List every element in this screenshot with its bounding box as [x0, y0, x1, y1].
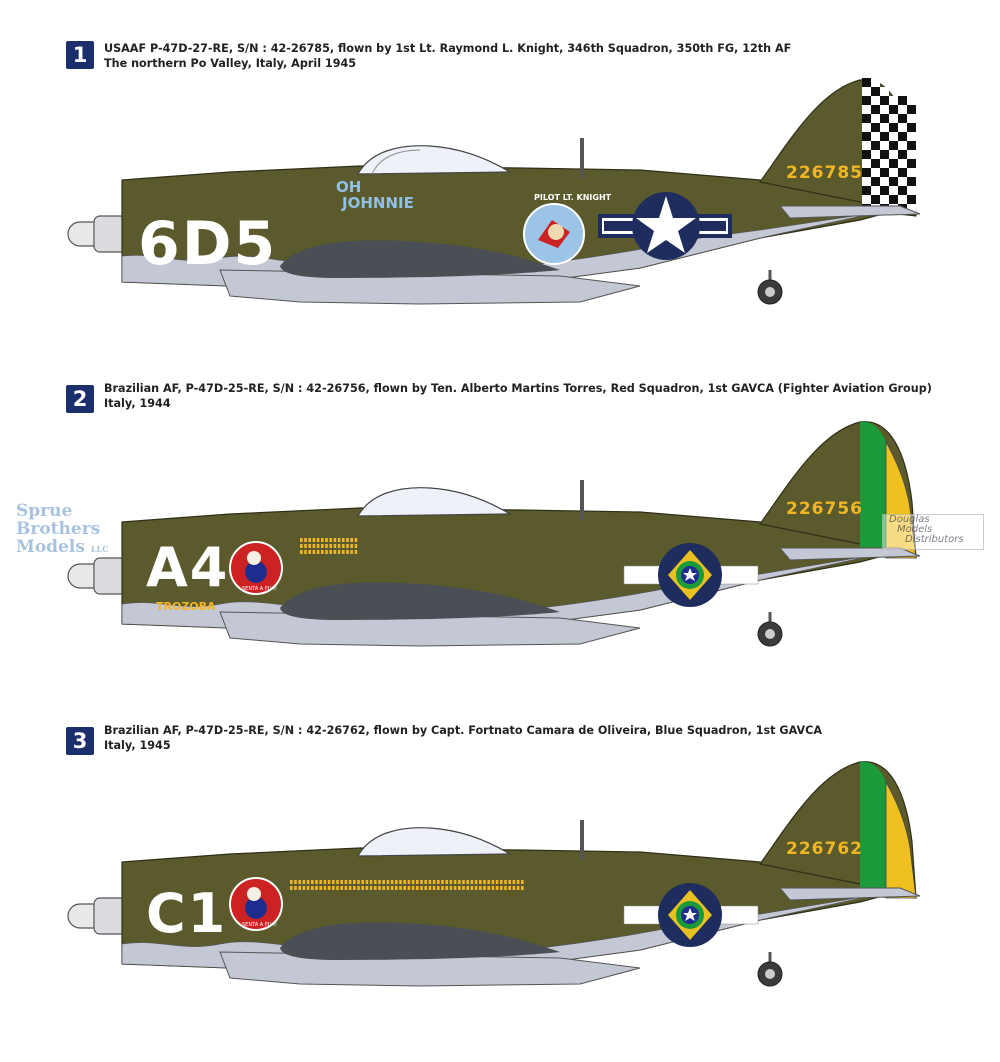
caption-line-1: Brazilian AF, P-47D-25-RE, S/N : 42-26756, flown by Ten. Alberto Martins Torres, Red Squadron, 1st GAVCA (Fighter Aviation Group): [104, 382, 932, 395]
checker-square: [880, 195, 889, 204]
mission-mark: [329, 550, 332, 554]
mission-mark: [521, 886, 524, 890]
mission-mark: [332, 886, 335, 890]
mission-mark: [412, 886, 415, 890]
profile-number-badge: 2: [66, 385, 94, 413]
checker-square: [898, 105, 907, 114]
tail-checkerboard: [862, 78, 916, 213]
checker-square: [889, 123, 898, 132]
mission-mark: [303, 886, 306, 890]
watermark-douglas-models: [882, 514, 984, 550]
mission-mark: [462, 880, 465, 884]
checker-square: [907, 114, 916, 123]
mission-mark: [408, 880, 411, 884]
emblem-caption: SENTA A PUA!: [242, 586, 277, 592]
checker-square: [889, 141, 898, 150]
checker-square: [871, 195, 880, 204]
mission-mark: [429, 886, 432, 890]
checker-square: [898, 123, 907, 132]
mission-mark: [298, 886, 301, 890]
mission-mark: [353, 886, 356, 890]
tail-wheel: [758, 952, 782, 986]
mission-mark: [311, 886, 314, 890]
checker-square: [862, 123, 871, 132]
mission-mark: [308, 538, 311, 542]
mission-mark: [395, 886, 398, 890]
mission-mark: [329, 544, 332, 548]
mission-mark: [487, 886, 490, 890]
checker-square: [871, 132, 880, 141]
checker-square: [898, 159, 907, 168]
mission-mark: [336, 880, 339, 884]
checker-square: [880, 123, 889, 132]
mission-mark: [298, 880, 301, 884]
mission-mark: [319, 880, 322, 884]
mission-mark: [303, 880, 306, 884]
emblem-caption: PILOT LT. KNIGHT: [534, 193, 612, 202]
mission-mark: [378, 886, 381, 890]
mission-mark: [300, 538, 303, 542]
mission-mark: [471, 880, 474, 884]
checker-square: [898, 195, 907, 204]
checker-square: [889, 177, 898, 186]
mission-mark: [308, 550, 311, 554]
mission-mark: [313, 544, 316, 548]
mission-mark: [483, 880, 486, 884]
mission-mark: [454, 880, 457, 884]
mission-mark: [325, 538, 328, 542]
checker-square: [862, 132, 871, 141]
mission-mark: [441, 880, 444, 884]
mission-mark: [479, 886, 482, 890]
checker-square: [880, 168, 889, 177]
mission-mark: [500, 880, 503, 884]
checker-square: [889, 186, 898, 195]
watermark-line: Models: [897, 524, 933, 535]
mission-mark: [332, 880, 335, 884]
mission-mark: [403, 880, 406, 884]
mission-mark: [340, 886, 343, 890]
checker-square: [871, 177, 880, 186]
checker-square: [880, 132, 889, 141]
caption-line-2: Italy, 1945: [104, 739, 171, 752]
checker-square: [880, 114, 889, 123]
mission-mark: [517, 886, 520, 890]
mission-mark: [517, 880, 520, 884]
checker-square: [889, 168, 898, 177]
mission-mark: [321, 550, 324, 554]
aircraft-profile-usaaf: [0, 70, 1000, 330]
watermark-line: Models LLC: [16, 537, 109, 557]
mission-mark: [496, 880, 499, 884]
checker-square: [880, 96, 889, 105]
mission-mark: [433, 886, 436, 890]
checker-square: [880, 105, 889, 114]
checker-square: [862, 78, 871, 87]
mission-mark: [325, 544, 328, 548]
checker-square: [880, 186, 889, 195]
mission-mark: [416, 886, 419, 890]
mission-mark: [346, 550, 349, 554]
mission-mark: [366, 886, 369, 890]
mission-mark: [311, 880, 314, 884]
mission-mark: [321, 538, 324, 542]
mission-mark: [290, 880, 293, 884]
checker-square: [862, 105, 871, 114]
mission-mark: [504, 880, 507, 884]
mission-mark: [387, 880, 390, 884]
mission-mark: [500, 886, 503, 890]
mission-mark: [492, 880, 495, 884]
checker-square: [889, 150, 898, 159]
aircraft-profile-brazil-c1: [0, 752, 1000, 1012]
mission-mark: [483, 886, 486, 890]
radio-antenna: [580, 138, 584, 178]
mission-mark: [492, 886, 495, 890]
mission-mark: [496, 886, 499, 890]
mission-mark: [412, 880, 415, 884]
mission-mark: [462, 886, 465, 890]
radio-antenna: [580, 820, 584, 860]
mission-mark: [466, 886, 469, 890]
mission-mark: [346, 544, 349, 548]
mission-mark: [340, 880, 343, 884]
checker-square: [871, 150, 880, 159]
mission-mark: [513, 886, 516, 890]
checker-square: [871, 87, 880, 96]
checker-square: [862, 114, 871, 123]
mission-mark: [290, 886, 293, 890]
checker-square: [907, 150, 916, 159]
mission-mark: [355, 544, 358, 548]
mission-mark: [424, 880, 427, 884]
mission-mark: [350, 550, 353, 554]
profile-caption: [104, 41, 791, 71]
tail-serial: 226756: [786, 499, 863, 519]
watermark-line: Brothers: [16, 519, 101, 539]
mission-mark: [349, 886, 352, 890]
mission-mark: [382, 886, 385, 890]
mission-mark: [391, 886, 394, 890]
mission-mark: [441, 886, 444, 890]
checker-square: [862, 159, 871, 168]
checker-square: [871, 105, 880, 114]
mission-mark: [304, 544, 307, 548]
mission-mark: [321, 544, 324, 548]
caption-line-2: Italy, 1944: [104, 397, 171, 410]
mission-mark: [355, 538, 358, 542]
checker-square: [898, 150, 907, 159]
mission-mark: [450, 886, 453, 890]
mission-mark: [513, 880, 516, 884]
mission-mark: [374, 886, 377, 890]
canopy: [358, 488, 510, 516]
checker-square: [889, 132, 898, 141]
mission-mark: [313, 538, 316, 542]
mission-mark: [437, 886, 440, 890]
watermark-sprue-brothers: [16, 502, 118, 558]
profile-number-badge: 3: [66, 727, 94, 755]
mission-mark: [325, 550, 328, 554]
mission-mark: [416, 880, 419, 884]
mission-mark: [315, 886, 318, 890]
fuselage-code: 6D5: [138, 209, 278, 279]
mission-mark: [342, 544, 345, 548]
mission-mark: [445, 880, 448, 884]
checker-square: [862, 168, 871, 177]
checker-square: [907, 141, 916, 150]
mission-mark: [370, 886, 373, 890]
mission-mark: [304, 538, 307, 542]
mission-mark: [508, 880, 511, 884]
mission-mark: [336, 886, 339, 890]
checker-square: [907, 105, 916, 114]
nose-art-line-1: OH: [336, 178, 362, 196]
checker-square: [862, 141, 871, 150]
checker-square: [871, 96, 880, 105]
checker-square: [862, 96, 871, 105]
mission-mark: [458, 886, 461, 890]
mission-mark: [345, 886, 348, 890]
checker-square: [871, 78, 880, 87]
tail-serial: 226785: [786, 163, 863, 183]
checker-square: [898, 96, 907, 105]
mission-mark: [319, 886, 322, 890]
mission-mark: [349, 880, 352, 884]
checker-square: [871, 168, 880, 177]
mission-mark: [399, 886, 402, 890]
aircraft-profile-brazil-a4: [0, 412, 1000, 672]
checker-square: [862, 150, 871, 159]
mission-mark: [391, 880, 394, 884]
checker-square: [907, 186, 916, 195]
nose-art-line-2: JOHNNIE: [342, 194, 414, 212]
checker-square: [871, 123, 880, 132]
mission-mark: [300, 550, 303, 554]
mission-mark: [403, 886, 406, 890]
mission-mark: [479, 880, 482, 884]
mission-mark: [366, 880, 369, 884]
checker-square: [898, 186, 907, 195]
tail-wheel: [758, 612, 782, 646]
checker-square: [871, 159, 880, 168]
checker-square: [889, 105, 898, 114]
mission-mark: [307, 886, 310, 890]
checker-square: [862, 186, 871, 195]
checker-square: [907, 177, 916, 186]
mission-mark: [445, 886, 448, 890]
mission-mark: [307, 880, 310, 884]
mission-mark: [328, 886, 331, 890]
mission-mark: [475, 886, 478, 890]
checker-square: [898, 132, 907, 141]
mission-mark: [458, 880, 461, 884]
checker-square: [889, 96, 898, 105]
mission-mark: [329, 538, 332, 542]
mission-mark: [342, 550, 345, 554]
watermark-line: Sprue: [16, 501, 73, 521]
propeller-spinner: [68, 558, 126, 594]
watermark-line: Douglas: [889, 514, 930, 525]
checker-square: [880, 87, 889, 96]
radio-antenna: [580, 480, 584, 520]
mission-mark: [294, 880, 297, 884]
checker-square: [871, 186, 880, 195]
checker-square: [907, 168, 916, 177]
checker-square: [880, 150, 889, 159]
mission-mark: [334, 550, 337, 554]
mission-mark: [346, 538, 349, 542]
checker-square: [862, 87, 871, 96]
mission-mark: [424, 886, 427, 890]
checker-square: [898, 177, 907, 186]
canopy: [358, 146, 510, 174]
mission-mark: [420, 886, 423, 890]
mission-mark: [345, 880, 348, 884]
mission-mark: [355, 550, 358, 554]
mission-mark: [357, 880, 360, 884]
checker-square: [898, 141, 907, 150]
tail-wheel: [758, 270, 782, 304]
nose-name: TROZOBA: [156, 600, 216, 613]
mission-mark: [357, 886, 360, 890]
mission-mark: [324, 880, 327, 884]
profile-caption: [104, 723, 822, 753]
squadron-emblem: [524, 204, 584, 264]
checker-square: [880, 141, 889, 150]
mission-mark: [433, 880, 436, 884]
mission-mark: [308, 544, 311, 548]
mission-mark: [395, 880, 398, 884]
mission-mark: [382, 880, 385, 884]
checker-square: [889, 114, 898, 123]
horizontal-stabilizer: [780, 206, 920, 218]
mission-mark: [504, 886, 507, 890]
mission-mark: [387, 886, 390, 890]
mission-mark: [338, 538, 341, 542]
mission-mark: [350, 544, 353, 548]
checker-square: [862, 195, 871, 204]
checker-square: [880, 159, 889, 168]
checker-square: [907, 195, 916, 204]
mission-mark: [408, 886, 411, 890]
mission-mark: [471, 886, 474, 890]
caption-line-2: The northern Po Valley, Italy, April 1945: [104, 57, 357, 70]
checker-square: [862, 177, 871, 186]
mission-mark: [317, 544, 320, 548]
mission-mark: [475, 880, 478, 884]
mission-mark: [521, 880, 524, 884]
checker-square: [880, 177, 889, 186]
mission-mark: [342, 538, 345, 542]
propeller-spinner: [68, 216, 126, 252]
checker-square: [889, 195, 898, 204]
checker-square: [907, 132, 916, 141]
mission-mark: [454, 886, 457, 890]
propeller-spinner: [68, 898, 126, 934]
profile-number-badge: 1: [66, 41, 94, 69]
mission-mark: [313, 550, 316, 554]
mission-mark: [466, 880, 469, 884]
mission-mark: [294, 886, 297, 890]
emblem-caption: SENTA A PUA!: [242, 922, 277, 928]
checker-square: [898, 114, 907, 123]
checker-square: [907, 123, 916, 132]
mission-mark: [324, 886, 327, 890]
mission-mark: [315, 880, 318, 884]
mission-mark: [420, 880, 423, 884]
mission-mark: [350, 538, 353, 542]
mission-mark: [328, 880, 331, 884]
checker-square: [871, 114, 880, 123]
watermark-line: Distributors: [905, 534, 964, 545]
mission-mark: [300, 544, 303, 548]
mission-mark: [487, 880, 490, 884]
checker-square: [871, 141, 880, 150]
mission-mark: [399, 880, 402, 884]
mission-mark: [370, 880, 373, 884]
mission-mark: [437, 880, 440, 884]
profile-caption: [104, 381, 932, 411]
tail-serial: 226762: [786, 839, 863, 859]
mission-mark: [338, 544, 341, 548]
mission-mark: [508, 886, 511, 890]
mission-mark: [361, 886, 364, 890]
mission-mark: [374, 880, 377, 884]
mission-mark: [378, 880, 381, 884]
caption-line-1: Brazilian AF, P-47D-25-RE, S/N : 42-26762, flown by Capt. Fortnato Camara de Oliveira, Blue Squadron, 1st GAVCA: [104, 724, 823, 737]
mission-mark: [334, 538, 337, 542]
canopy: [358, 828, 510, 856]
mission-mark: [334, 544, 337, 548]
mission-mark: [429, 880, 432, 884]
checker-square: [898, 168, 907, 177]
mission-mark: [361, 880, 364, 884]
mission-mark: [338, 550, 341, 554]
caption-line-1: USAAF P-47D-27-RE, S/N : 42-26785, flown by 1st Lt. Raymond L. Knight, 346th Squadron, 350th FG, 12th AF: [104, 42, 792, 55]
fuselage-code: A4: [146, 536, 230, 599]
mission-mark: [304, 550, 307, 554]
mission-mark: [450, 880, 453, 884]
mission-mark: [317, 538, 320, 542]
mission-mark: [317, 550, 320, 554]
mission-mark: [353, 880, 356, 884]
checker-square: [889, 159, 898, 168]
checker-square: [907, 159, 916, 168]
fuselage-code: C1: [146, 882, 228, 945]
